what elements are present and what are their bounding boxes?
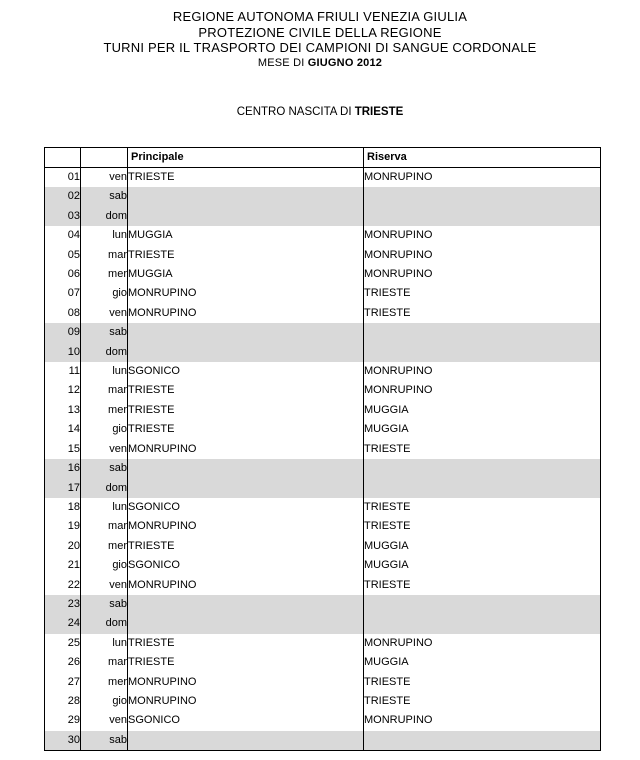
day-cell: 24: [45, 614, 81, 633]
weekday-cell: gio: [81, 420, 128, 439]
table-row: [45, 576, 601, 595]
weekday-cell: gio: [81, 692, 128, 711]
birth-center-name: TRIESTE: [354, 106, 404, 118]
principale-cell: SGONICO: [128, 556, 364, 575]
month-line: [0, 56, 640, 70]
table-row: [45, 343, 601, 362]
riserva-cell: [364, 323, 601, 342]
riserva-cell: MUGGIA: [364, 401, 601, 420]
weekday-cell: ven: [81, 440, 128, 459]
table-row: [45, 537, 601, 556]
principale-cell: [128, 479, 364, 498]
month-prefix: MESE DI: [257, 56, 308, 69]
day-cell: 14: [45, 420, 81, 439]
weekday-cell: mar: [81, 653, 128, 672]
principale-cell: [128, 187, 364, 206]
day-cell: 08: [45, 304, 81, 323]
table-row: [45, 517, 601, 536]
day-cell: 07: [45, 284, 81, 303]
riserva-cell: MUGGIA: [364, 556, 601, 575]
birth-center-prefix: CENTRO NASCITA DI: [236, 106, 355, 118]
day-cell: 09: [45, 323, 81, 342]
table-row: [45, 692, 601, 711]
principale-cell: MONRUPINO: [128, 576, 364, 595]
day-cell: 06: [45, 265, 81, 284]
day-cell: 01: [45, 168, 81, 188]
weekday-cell: ven: [81, 304, 128, 323]
table-row: [45, 653, 601, 672]
principale-cell: MONRUPINO: [128, 440, 364, 459]
principale-cell: TRIESTE: [128, 653, 364, 672]
department-title: PROTEZIONE CIVILE DELLA REGIONE: [198, 24, 442, 40]
principale-cell: MUGGIA: [128, 265, 364, 284]
weekday-cell: mar: [81, 246, 128, 265]
table-header-row: [45, 148, 601, 168]
day-cell: 16: [45, 459, 81, 478]
riserva-cell: MONRUPINO: [364, 381, 601, 400]
month-value: GIUGNO 2012: [307, 56, 383, 69]
principale-cell: TRIESTE: [128, 537, 364, 556]
riserva-cell: [364, 595, 601, 614]
weekday-cell: lun: [81, 498, 128, 517]
weekday-cell: sab: [81, 731, 128, 751]
day-cell: 17: [45, 479, 81, 498]
riserva-cell: TRIESTE: [364, 440, 601, 459]
table-row: [45, 634, 601, 653]
riserva-cell: [364, 731, 601, 751]
principale-cell: SGONICO: [128, 362, 364, 381]
weekday-cell: sab: [81, 595, 128, 614]
day-cell: 11: [45, 362, 81, 381]
table-row: [45, 479, 601, 498]
weekday-cell: mer: [81, 673, 128, 692]
table-row: [45, 595, 601, 614]
weekday-cell: sab: [81, 459, 128, 478]
principale-cell: SGONICO: [128, 498, 364, 517]
header-weekday: [81, 148, 128, 168]
principale-cell: MONRUPINO: [128, 517, 364, 536]
principale-cell: MONRUPINO: [128, 304, 364, 323]
principale-cell: MONRUPINO: [128, 673, 364, 692]
riserva-cell: [364, 343, 601, 362]
riserva-cell: MUGGIA: [364, 537, 601, 556]
table-row: [45, 731, 601, 751]
weekday-cell: lun: [81, 634, 128, 653]
table-row: [45, 226, 601, 245]
riserva-cell: TRIESTE: [364, 576, 601, 595]
riserva-cell: MONRUPINO: [364, 265, 601, 284]
shift-table-body: [45, 168, 601, 751]
riserva-cell: TRIESTE: [364, 304, 601, 323]
principale-cell: TRIESTE: [128, 381, 364, 400]
table-row: [45, 420, 601, 439]
weekday-cell: ven: [81, 711, 128, 730]
weekday-cell: gio: [81, 556, 128, 575]
day-cell: 12: [45, 381, 81, 400]
riserva-cell: TRIESTE: [364, 284, 601, 303]
weekday-cell: sab: [81, 323, 128, 342]
table-row: [45, 440, 601, 459]
principale-cell: [128, 595, 364, 614]
document-header: [0, 9, 640, 70]
weekday-cell: lun: [81, 226, 128, 245]
riserva-cell: MONRUPINO: [364, 362, 601, 381]
day-cell: 23: [45, 595, 81, 614]
weekday-cell: lun: [81, 362, 128, 381]
day-cell: 25: [45, 634, 81, 653]
riserva-cell: MUGGIA: [364, 420, 601, 439]
day-cell: 22: [45, 576, 81, 595]
table-row: [45, 304, 601, 323]
weekday-cell: mar: [81, 517, 128, 536]
table-row: [45, 284, 601, 303]
weekday-cell: mer: [81, 265, 128, 284]
principale-cell: MONRUPINO: [128, 284, 364, 303]
riserva-cell: MONRUPINO: [364, 711, 601, 730]
principale-cell: MONRUPINO: [128, 692, 364, 711]
weekday-cell: ven: [81, 576, 128, 595]
riserva-cell: [364, 459, 601, 478]
principale-cell: TRIESTE: [128, 246, 364, 265]
day-cell: 15: [45, 440, 81, 459]
table-row: [45, 323, 601, 342]
weekday-cell: mar: [81, 381, 128, 400]
principale-cell: [128, 207, 364, 226]
table-row: [45, 614, 601, 633]
table-row: [45, 556, 601, 575]
riserva-cell: [364, 479, 601, 498]
day-cell: 19: [45, 517, 81, 536]
document-title: TURNI PER IL TRASPORTO DEI CAMPIONI DI SANGUE CORDONALE: [103, 40, 537, 55]
day-cell: 13: [45, 401, 81, 420]
day-cell: 28: [45, 692, 81, 711]
weekday-cell: sab: [81, 187, 128, 206]
weekday-cell: mer: [81, 401, 128, 420]
table-row: [45, 187, 601, 206]
weekday-cell: dom: [81, 479, 128, 498]
table-row: [45, 381, 601, 400]
day-cell: 21: [45, 556, 81, 575]
principale-cell: SGONICO: [128, 711, 364, 730]
riserva-cell: TRIESTE: [364, 498, 601, 517]
table-row: [45, 246, 601, 265]
principale-cell: TRIESTE: [128, 168, 364, 188]
principale-cell: TRIESTE: [128, 420, 364, 439]
weekday-cell: dom: [81, 614, 128, 633]
day-cell: 27: [45, 673, 81, 692]
principale-cell: [128, 459, 364, 478]
principale-cell: [128, 343, 364, 362]
day-cell: 03: [45, 207, 81, 226]
header-riserva: Riserva: [364, 148, 601, 168]
table-row: [45, 711, 601, 730]
principale-cell: TRIESTE: [128, 634, 364, 653]
riserva-cell: TRIESTE: [364, 692, 601, 711]
riserva-cell: MONRUPINO: [364, 226, 601, 245]
principale-cell: MUGGIA: [128, 226, 364, 245]
weekday-cell: dom: [81, 207, 128, 226]
riserva-cell: TRIESTE: [364, 517, 601, 536]
riserva-cell: TRIESTE: [364, 673, 601, 692]
principale-cell: [128, 614, 364, 633]
table-row: [45, 498, 601, 517]
day-cell: 20: [45, 537, 81, 556]
table-row: [45, 265, 601, 284]
day-cell: 10: [45, 343, 81, 362]
riserva-cell: MONRUPINO: [364, 634, 601, 653]
table-row: [45, 168, 601, 188]
principale-cell: TRIESTE: [128, 401, 364, 420]
birth-center-line: [0, 106, 640, 118]
riserva-cell: MONRUPINO: [364, 246, 601, 265]
riserva-cell: [364, 187, 601, 206]
riserva-cell: MONRUPINO: [364, 168, 601, 188]
weekday-cell: gio: [81, 284, 128, 303]
weekday-cell: ven: [81, 168, 128, 188]
principale-cell: [128, 323, 364, 342]
table-row: [45, 673, 601, 692]
day-cell: 04: [45, 226, 81, 245]
weekday-cell: dom: [81, 343, 128, 362]
day-cell: 02: [45, 187, 81, 206]
weekday-cell: mer: [81, 537, 128, 556]
table-row: [45, 401, 601, 420]
day-cell: 05: [45, 246, 81, 265]
principale-cell: [128, 731, 364, 751]
day-cell: 26: [45, 653, 81, 672]
riserva-cell: [364, 207, 601, 226]
table-row: [45, 362, 601, 381]
region-title: REGIONE AUTONOMA FRIULI VENEZIA GIULIA: [172, 9, 468, 24]
table-row: [45, 459, 601, 478]
day-cell: 30: [45, 731, 81, 751]
day-cell: 18: [45, 498, 81, 517]
day-cell: 29: [45, 711, 81, 730]
shift-table: [44, 147, 601, 751]
table-row: [45, 207, 601, 226]
riserva-cell: MUGGIA: [364, 653, 601, 672]
header-day: [45, 148, 81, 168]
header-principale: Principale: [128, 148, 364, 168]
riserva-cell: [364, 614, 601, 633]
